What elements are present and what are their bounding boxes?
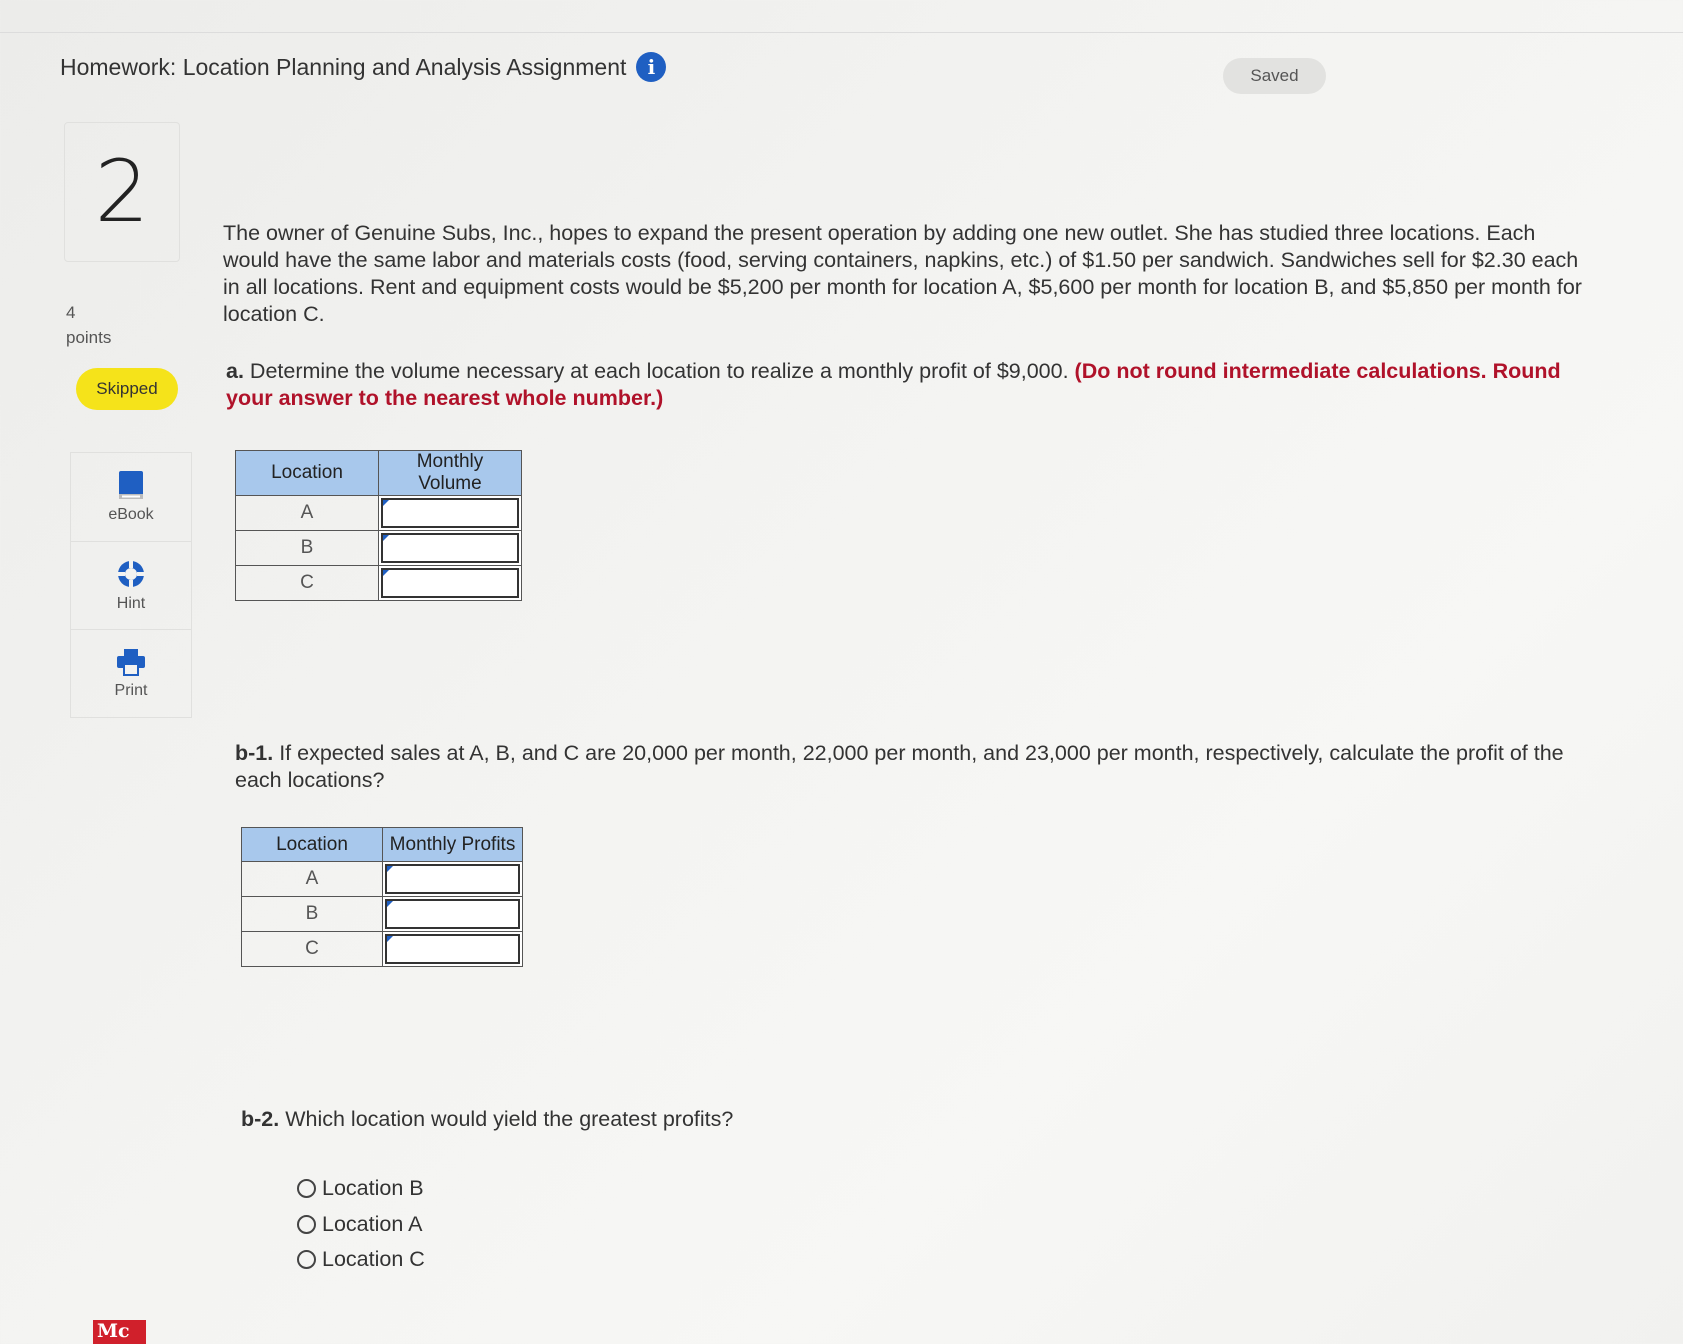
option-label: Location C xyxy=(322,1247,425,1271)
question-number: 2 xyxy=(94,142,150,242)
part-b2-text: Which location would yield the greatest profits? xyxy=(279,1107,734,1131)
question-number-box xyxy=(64,122,180,262)
part-a-text: Determine the volume necessary at each location to realize a monthly profit of $9,000. xyxy=(243,359,1075,383)
print-button[interactable] xyxy=(71,629,191,717)
table-row xyxy=(236,496,522,531)
radio-button[interactable] xyxy=(297,1215,316,1234)
location-cell: A xyxy=(236,496,379,531)
part-b2-label: b-2. xyxy=(241,1107,280,1131)
option-location-c[interactable] xyxy=(297,1247,425,1272)
table-header-row xyxy=(236,451,522,496)
part-b1-question xyxy=(235,740,1575,794)
points-value: 4 xyxy=(66,303,76,322)
print-label: Print xyxy=(114,681,148,699)
profit-b-input[interactable] xyxy=(383,897,523,932)
volume-b-input[interactable] xyxy=(379,531,522,566)
part-a-rounding-note: (Do not round intermediate calculations. Round your answer to the nearest whole number.) xyxy=(226,359,1561,410)
volume-c-input[interactable] xyxy=(379,566,522,601)
volume-b-field[interactable] xyxy=(381,533,519,563)
part-b1-text: If expected sales at A, B, and C are 20,000 per month, 22,000 per month, and 23,000 per month, respectively, calculate the profit of the each locations? xyxy=(235,741,1564,792)
part-a-question xyxy=(226,358,1576,412)
top-divider xyxy=(0,32,1683,33)
volume-a-field[interactable] xyxy=(381,498,519,528)
assignment-title: Homework: Location Planning and Analysis Assignment xyxy=(60,53,627,80)
monthly-profits-table xyxy=(241,827,523,967)
volume-c-field[interactable] xyxy=(381,568,519,598)
column-header-location: Location xyxy=(236,451,379,496)
hint-label: Hint xyxy=(116,594,146,612)
location-cell: A xyxy=(242,862,383,897)
table-header-row xyxy=(242,828,523,862)
option-location-a[interactable] xyxy=(297,1212,422,1237)
table-row xyxy=(242,897,523,932)
option-location-b[interactable] xyxy=(297,1176,424,1201)
table-row xyxy=(242,862,523,897)
ebook-label: eBook xyxy=(108,506,154,523)
column-header-location: Location xyxy=(242,828,383,862)
skipped-badge: Skipped xyxy=(76,368,178,410)
points-label: points xyxy=(66,328,112,347)
location-cell: C xyxy=(242,932,383,967)
table-row xyxy=(236,566,522,601)
tools-panel xyxy=(70,452,192,718)
volume-a-input[interactable] xyxy=(379,496,522,531)
radio-button[interactable] xyxy=(297,1179,316,1198)
location-cell: B xyxy=(242,897,383,932)
option-label: Location A xyxy=(322,1212,423,1236)
location-cell: C xyxy=(236,566,379,601)
profit-b-field[interactable] xyxy=(385,899,520,929)
profit-c-field[interactable] xyxy=(385,934,520,964)
saved-status-badge: Saved xyxy=(1223,58,1326,94)
info-icon[interactable]: i xyxy=(636,52,666,82)
problem-statement: The owner of Genuine Subs, Inc., hopes to expand the present operation by adding one new outlet. She has studied three locations. Each would have the same labor and materials costs (food, serving containers, napkins, etc.) of $1.50 per sandwich. Sandwiches sell for $2.30 each in all locations. Rent and equipment costs would be $5,200 per month for location A, $5,600 per month for location B, and $5,850 per month for location C. xyxy=(223,221,1582,326)
part-a-label: a. xyxy=(226,359,244,383)
column-header-monthly-volume: Monthly Volume xyxy=(379,451,522,496)
profit-a-field[interactable] xyxy=(385,864,520,894)
publisher-logo: Mc xyxy=(93,1320,146,1344)
assignment-header xyxy=(60,52,666,82)
radio-button[interactable] xyxy=(297,1250,316,1269)
column-header-monthly-profits: Monthly Profits xyxy=(383,828,523,862)
profit-c-input[interactable] xyxy=(383,932,523,967)
hint-button[interactable] xyxy=(71,541,191,629)
profit-a-input[interactable] xyxy=(383,862,523,897)
table-row xyxy=(236,531,522,566)
table-row xyxy=(242,932,523,967)
part-b2-question xyxy=(241,1107,733,1132)
monthly-volume-table xyxy=(235,450,522,601)
printer-icon xyxy=(116,648,146,676)
option-label: Location B xyxy=(322,1176,424,1200)
lifebuoy-icon xyxy=(116,559,146,589)
ebook-button[interactable] xyxy=(71,453,191,541)
location-cell: B xyxy=(236,531,379,566)
book-icon xyxy=(118,470,144,500)
part-b1-label: b-1. xyxy=(235,741,274,765)
